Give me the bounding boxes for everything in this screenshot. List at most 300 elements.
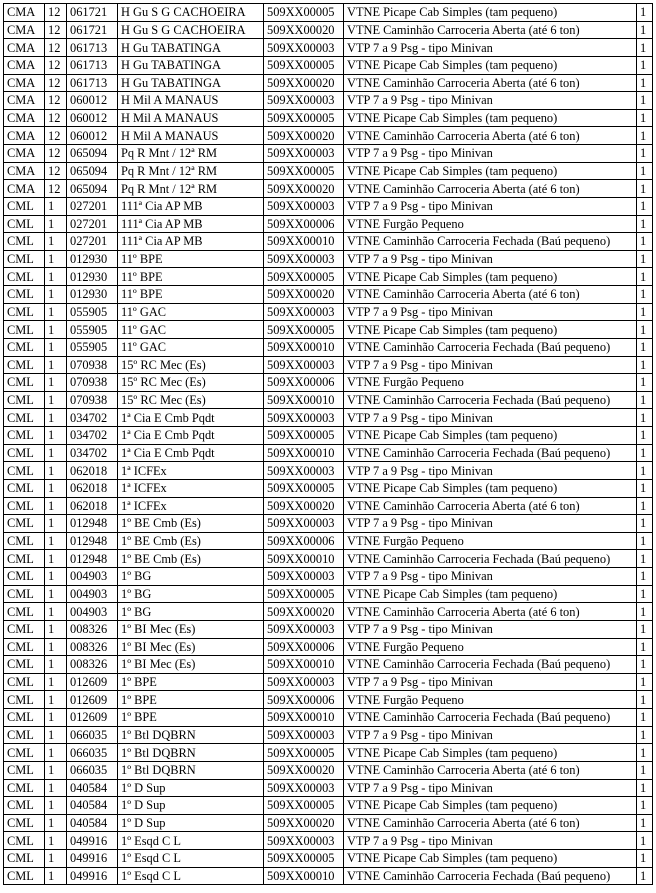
- cell-command: CML: [4, 444, 45, 462]
- cell-unit-code: 012930: [67, 268, 118, 286]
- cell-command: CML: [4, 497, 45, 515]
- cell-command: CML: [4, 620, 45, 638]
- table-row: [4, 497, 653, 515]
- table-row: [4, 568, 653, 586]
- cell-unit-code: 061721: [67, 4, 118, 22]
- table-row: [4, 92, 653, 110]
- cell-item-code: 509XX00010: [264, 656, 344, 674]
- table-row: [4, 4, 653, 22]
- cell-item-code: 509XX00006: [264, 638, 344, 656]
- cell-item-code: 509XX00003: [264, 250, 344, 268]
- table-row: [4, 515, 653, 533]
- cell-vehicle-description: VTNE Caminhão Carroceria Aberta (até 6 ton): [344, 74, 637, 92]
- cell-unit-code: 012609: [67, 691, 118, 709]
- cell-item-code: 509XX00003: [264, 39, 344, 57]
- cell-quantity: 1: [637, 497, 653, 515]
- cell-item-code: 509XX00003: [264, 409, 344, 427]
- cell-region: 12: [45, 127, 67, 145]
- cell-vehicle-description: VTNE Furgão Pequeno: [344, 691, 637, 709]
- cell-item-code: 509XX00005: [264, 162, 344, 180]
- cell-item-code: 509XX00003: [264, 515, 344, 533]
- cell-region: 1: [45, 850, 67, 868]
- cell-unit-name: 1º BPE: [118, 673, 264, 691]
- cell-quantity: 1: [637, 215, 653, 233]
- cell-unit-code: 062018: [67, 479, 118, 497]
- cell-command: CML: [4, 744, 45, 762]
- cell-quantity: 1: [637, 744, 653, 762]
- cell-unit-code: 070938: [67, 356, 118, 374]
- cell-command: CML: [4, 338, 45, 356]
- cell-quantity: 1: [637, 673, 653, 691]
- cell-unit-code: 012609: [67, 673, 118, 691]
- cell-item-code: 509XX00010: [264, 550, 344, 568]
- cell-command: CML: [4, 638, 45, 656]
- cell-command: CMA: [4, 39, 45, 57]
- cell-vehicle-description: VTNE Furgão Pequeno: [344, 374, 637, 392]
- cell-unit-name: 1ª ICFEx: [118, 479, 264, 497]
- cell-command: CML: [4, 850, 45, 868]
- cell-unit-code: 065094: [67, 162, 118, 180]
- cell-unit-code: 034702: [67, 427, 118, 445]
- cell-command: CML: [4, 532, 45, 550]
- cell-quantity: 1: [637, 603, 653, 621]
- cell-region: 1: [45, 761, 67, 779]
- cell-vehicle-description: VTNE Picape Cab Simples (tam pequeno): [344, 585, 637, 603]
- cell-command: CML: [4, 867, 45, 885]
- cell-quantity: 1: [637, 374, 653, 392]
- table-row: [4, 832, 653, 850]
- cell-quantity: 1: [637, 180, 653, 198]
- table-row: [4, 709, 653, 727]
- cell-vehicle-description: VTP 7 a 9 Psg - tipo Minivan: [344, 832, 637, 850]
- cell-unit-code: 012948: [67, 550, 118, 568]
- cell-vehicle-description: VTP 7 a 9 Psg - tipo Minivan: [344, 92, 637, 110]
- cell-quantity: 1: [637, 74, 653, 92]
- cell-command: CML: [4, 462, 45, 480]
- cell-quantity: 1: [637, 515, 653, 533]
- cell-unit-name: 1º BG: [118, 603, 264, 621]
- cell-vehicle-description: VTNE Picape Cab Simples (tam pequeno): [344, 56, 637, 74]
- cell-vehicle-description: VTNE Caminhão Carroceria Fechada (Baú pequeno): [344, 338, 637, 356]
- cell-region: 1: [45, 233, 67, 251]
- cell-vehicle-description: VTNE Caminhão Carroceria Fechada (Baú pequeno): [344, 656, 637, 674]
- cell-vehicle-description: VTNE Caminhão Carroceria Fechada (Baú pequeno): [344, 233, 637, 251]
- cell-unit-name: 1º BI Mec (Es): [118, 656, 264, 674]
- cell-region: 1: [45, 656, 67, 674]
- cell-quantity: 1: [637, 39, 653, 57]
- cell-item-code: 509XX00003: [264, 92, 344, 110]
- cell-vehicle-description: VTP 7 a 9 Psg - tipo Minivan: [344, 779, 637, 797]
- table-row: [4, 444, 653, 462]
- cell-unit-code: 004903: [67, 603, 118, 621]
- cell-unit-code: 040584: [67, 779, 118, 797]
- cell-quantity: 1: [637, 779, 653, 797]
- cell-vehicle-description: VTNE Caminhão Carroceria Fechada (Baú pequeno): [344, 444, 637, 462]
- cell-quantity: 1: [637, 638, 653, 656]
- cell-unit-name: 11º BPE: [118, 250, 264, 268]
- cell-item-code: 509XX00005: [264, 744, 344, 762]
- cell-item-code: 509XX00003: [264, 673, 344, 691]
- cell-unit-name: 1º BPE: [118, 691, 264, 709]
- cell-vehicle-description: VTP 7 a 9 Psg - tipo Minivan: [344, 462, 637, 480]
- cell-vehicle-description: VTP 7 a 9 Psg - tipo Minivan: [344, 568, 637, 586]
- cell-region: 1: [45, 568, 67, 586]
- cell-vehicle-description: VTP 7 a 9 Psg - tipo Minivan: [344, 515, 637, 533]
- cell-unit-name: 1º BG: [118, 585, 264, 603]
- table-row: [4, 109, 653, 127]
- table-row: [4, 127, 653, 145]
- cell-unit-name: 1º BPE: [118, 709, 264, 727]
- cell-quantity: 1: [637, 726, 653, 744]
- table-row: [4, 56, 653, 74]
- cell-unit-name: 1º BI Mec (Es): [118, 620, 264, 638]
- cell-region: 1: [45, 268, 67, 286]
- cell-unit-code: 060012: [67, 92, 118, 110]
- cell-item-code: 509XX00003: [264, 356, 344, 374]
- cell-region: 1: [45, 620, 67, 638]
- cell-unit-code: 012948: [67, 515, 118, 533]
- cell-vehicle-description: VTNE Picape Cab Simples (tam pequeno): [344, 479, 637, 497]
- table-row: [4, 391, 653, 409]
- cell-command: CMA: [4, 92, 45, 110]
- cell-item-code: 509XX00003: [264, 462, 344, 480]
- cell-quantity: 1: [637, 250, 653, 268]
- cell-command: CMA: [4, 127, 45, 145]
- cell-unit-code: 040584: [67, 814, 118, 832]
- cell-unit-name: 1º Esqd C L: [118, 867, 264, 885]
- cell-unit-name: 1ª Cia E Cmb Pqdt: [118, 409, 264, 427]
- cell-unit-code: 012930: [67, 286, 118, 304]
- cell-unit-name: 15º RC Mec (Es): [118, 374, 264, 392]
- cell-region: 1: [45, 532, 67, 550]
- cell-vehicle-description: VTP 7 a 9 Psg - tipo Minivan: [344, 303, 637, 321]
- cell-quantity: 1: [637, 92, 653, 110]
- cell-unit-code: 065094: [67, 145, 118, 163]
- cell-command: CML: [4, 391, 45, 409]
- cell-region: 1: [45, 409, 67, 427]
- cell-vehicle-description: VTNE Caminhão Carroceria Fechada (Baú pequeno): [344, 391, 637, 409]
- cell-unit-code: 034702: [67, 409, 118, 427]
- cell-command: CML: [4, 250, 45, 268]
- cell-item-code: 509XX00003: [264, 832, 344, 850]
- table-row: [4, 356, 653, 374]
- cell-unit-name: 1ª ICFEx: [118, 497, 264, 515]
- cell-item-code: 509XX00003: [264, 303, 344, 321]
- cell-quantity: 1: [637, 797, 653, 815]
- cell-unit-code: 008326: [67, 638, 118, 656]
- cell-item-code: 509XX00003: [264, 779, 344, 797]
- cell-unit-name: 1º Btl DQBRN: [118, 761, 264, 779]
- cell-quantity: 1: [637, 338, 653, 356]
- cell-quantity: 1: [637, 409, 653, 427]
- cell-vehicle-description: VTP 7 a 9 Psg - tipo Minivan: [344, 197, 637, 215]
- table-row: [4, 638, 653, 656]
- table-row: [4, 197, 653, 215]
- table-body: [4, 4, 653, 885]
- cell-command: CML: [4, 356, 45, 374]
- cell-unit-name: 1º D Sup: [118, 797, 264, 815]
- cell-region: 1: [45, 691, 67, 709]
- cell-unit-code: 012948: [67, 532, 118, 550]
- cell-vehicle-description: VTNE Picape Cab Simples (tam pequeno): [344, 321, 637, 339]
- cell-region: 1: [45, 550, 67, 568]
- cell-command: CML: [4, 197, 45, 215]
- cell-command: CMA: [4, 21, 45, 39]
- cell-quantity: 1: [637, 832, 653, 850]
- cell-quantity: 1: [637, 550, 653, 568]
- cell-item-code: 509XX00020: [264, 761, 344, 779]
- table-row: [4, 162, 653, 180]
- cell-unit-name: 111ª Cia AP MB: [118, 215, 264, 233]
- cell-item-code: 509XX00006: [264, 374, 344, 392]
- cell-vehicle-description: VTNE Caminhão Carroceria Aberta (até 6 ton): [344, 814, 637, 832]
- cell-vehicle-description: VTNE Picape Cab Simples (tam pequeno): [344, 162, 637, 180]
- table-row: [4, 21, 653, 39]
- cell-command: CML: [4, 215, 45, 233]
- cell-item-code: 509XX00020: [264, 286, 344, 304]
- cell-quantity: 1: [637, 761, 653, 779]
- cell-unit-name: H Mil A MANAUS: [118, 92, 264, 110]
- cell-quantity: 1: [637, 656, 653, 674]
- cell-unit-code: 070938: [67, 391, 118, 409]
- cell-region: 1: [45, 286, 67, 304]
- cell-vehicle-description: VTP 7 a 9 Psg - tipo Minivan: [344, 673, 637, 691]
- cell-command: CML: [4, 709, 45, 727]
- cell-vehicle-description: VTNE Caminhão Carroceria Fechada (Baú pequeno): [344, 550, 637, 568]
- table-row: [4, 321, 653, 339]
- cell-vehicle-description: VTP 7 a 9 Psg - tipo Minivan: [344, 145, 637, 163]
- cell-command: CMA: [4, 74, 45, 92]
- cell-unit-name: H Gu S G CACHOEIRA: [118, 21, 264, 39]
- cell-unit-code: 004903: [67, 568, 118, 586]
- cell-unit-code: 027201: [67, 215, 118, 233]
- cell-unit-name: 1º D Sup: [118, 814, 264, 832]
- cell-quantity: 1: [637, 127, 653, 145]
- table-row: [4, 462, 653, 480]
- table-row: [4, 779, 653, 797]
- table-row: [4, 338, 653, 356]
- table-row: [4, 532, 653, 550]
- cell-quantity: 1: [637, 303, 653, 321]
- cell-item-code: 509XX00005: [264, 56, 344, 74]
- cell-command: CML: [4, 374, 45, 392]
- cell-unit-name: H Gu TABATINGA: [118, 39, 264, 57]
- cell-unit-code: 061721: [67, 21, 118, 39]
- cell-item-code: 509XX00020: [264, 21, 344, 39]
- vehicle-allocation-table: [3, 3, 653, 885]
- cell-item-code: 509XX00005: [264, 479, 344, 497]
- table-row: [4, 303, 653, 321]
- cell-unit-name: 1ª Cia E Cmb Pqdt: [118, 444, 264, 462]
- cell-item-code: 509XX00005: [264, 4, 344, 22]
- cell-vehicle-description: VTNE Furgão Pequeno: [344, 532, 637, 550]
- cell-quantity: 1: [637, 356, 653, 374]
- table-row: [4, 620, 653, 638]
- cell-region: 1: [45, 673, 67, 691]
- table-row: [4, 673, 653, 691]
- cell-vehicle-description: VTNE Picape Cab Simples (tam pequeno): [344, 109, 637, 127]
- cell-vehicle-description: VTNE Furgão Pequeno: [344, 215, 637, 233]
- cell-item-code: 509XX00005: [264, 321, 344, 339]
- cell-command: CML: [4, 673, 45, 691]
- cell-command: CML: [4, 761, 45, 779]
- cell-quantity: 1: [637, 391, 653, 409]
- cell-vehicle-description: VTNE Caminhão Carroceria Aberta (até 6 ton): [344, 286, 637, 304]
- cell-unit-name: 1º BE Cmb (Es): [118, 532, 264, 550]
- cell-region: 1: [45, 321, 67, 339]
- cell-region: 1: [45, 338, 67, 356]
- cell-region: 1: [45, 462, 67, 480]
- cell-unit-name: 11º BPE: [118, 268, 264, 286]
- cell-command: CML: [4, 268, 45, 286]
- cell-quantity: 1: [637, 109, 653, 127]
- cell-unit-name: Pq R Mnt / 12ª RM: [118, 145, 264, 163]
- cell-vehicle-description: VTNE Caminhão Carroceria Aberta (até 6 ton): [344, 603, 637, 621]
- cell-unit-name: Pq R Mnt / 12ª RM: [118, 162, 264, 180]
- cell-unit-name: 1º Btl DQBRN: [118, 726, 264, 744]
- cell-region: 1: [45, 303, 67, 321]
- cell-unit-name: 111ª Cia AP MB: [118, 197, 264, 215]
- cell-item-code: 509XX00020: [264, 74, 344, 92]
- cell-vehicle-description: VTNE Furgão Pequeno: [344, 638, 637, 656]
- cell-quantity: 1: [637, 585, 653, 603]
- cell-unit-code: 062018: [67, 497, 118, 515]
- cell-region: 1: [45, 638, 67, 656]
- cell-region: 1: [45, 603, 67, 621]
- cell-region: 12: [45, 162, 67, 180]
- cell-unit-name: 1º Esqd C L: [118, 832, 264, 850]
- cell-unit-code: 004903: [67, 585, 118, 603]
- cell-quantity: 1: [637, 427, 653, 445]
- cell-command: CML: [4, 233, 45, 251]
- cell-command: CML: [4, 691, 45, 709]
- table-row: [4, 427, 653, 445]
- cell-vehicle-description: VTNE Caminhão Carroceria Aberta (até 6 ton): [344, 21, 637, 39]
- cell-command: CMA: [4, 4, 45, 22]
- cell-region: 1: [45, 585, 67, 603]
- table-row: [4, 867, 653, 885]
- cell-quantity: 1: [637, 197, 653, 215]
- table-row: [4, 479, 653, 497]
- cell-quantity: 1: [637, 867, 653, 885]
- table-row: [4, 39, 653, 57]
- table-row: [4, 603, 653, 621]
- table-row: [4, 744, 653, 762]
- table-row: [4, 145, 653, 163]
- cell-unit-code: 066035: [67, 726, 118, 744]
- cell-unit-name: 11º GAC: [118, 338, 264, 356]
- cell-unit-name: 15º RC Mec (Es): [118, 391, 264, 409]
- table-row: [4, 74, 653, 92]
- cell-region: 1: [45, 427, 67, 445]
- cell-region: 12: [45, 74, 67, 92]
- table-row: [4, 268, 653, 286]
- cell-item-code: 509XX00020: [264, 814, 344, 832]
- cell-command: CML: [4, 779, 45, 797]
- cell-command: CML: [4, 479, 45, 497]
- cell-vehicle-description: VTP 7 a 9 Psg - tipo Minivan: [344, 250, 637, 268]
- cell-item-code: 509XX00010: [264, 391, 344, 409]
- table-row: [4, 250, 653, 268]
- cell-unit-code: 012930: [67, 250, 118, 268]
- cell-unit-code: 066035: [67, 744, 118, 762]
- cell-quantity: 1: [637, 321, 653, 339]
- cell-quantity: 1: [637, 479, 653, 497]
- table-row: [4, 656, 653, 674]
- cell-vehicle-description: VTP 7 a 9 Psg - tipo Minivan: [344, 356, 637, 374]
- cell-region: 1: [45, 832, 67, 850]
- table-row: [4, 233, 653, 251]
- cell-unit-name: 11º BPE: [118, 286, 264, 304]
- table-row: [4, 814, 653, 832]
- cell-unit-name: H Gu S G CACHOEIRA: [118, 4, 264, 22]
- cell-region: 1: [45, 479, 67, 497]
- table-row: [4, 180, 653, 198]
- cell-region: 1: [45, 726, 67, 744]
- cell-unit-code: 061713: [67, 74, 118, 92]
- cell-command: CMA: [4, 56, 45, 74]
- cell-item-code: 509XX00003: [264, 145, 344, 163]
- cell-unit-code: 070938: [67, 374, 118, 392]
- cell-item-code: 509XX00020: [264, 180, 344, 198]
- cell-vehicle-description: VTP 7 a 9 Psg - tipo Minivan: [344, 620, 637, 638]
- cell-quantity: 1: [637, 532, 653, 550]
- cell-item-code: 509XX00005: [264, 585, 344, 603]
- cell-region: 1: [45, 356, 67, 374]
- table-row: [4, 585, 653, 603]
- cell-unit-name: 1ª Cia E Cmb Pqdt: [118, 427, 264, 445]
- table-row: [4, 550, 653, 568]
- cell-item-code: 509XX00010: [264, 233, 344, 251]
- cell-unit-code: 049916: [67, 867, 118, 885]
- cell-item-code: 509XX00010: [264, 444, 344, 462]
- cell-region: 1: [45, 797, 67, 815]
- cell-command: CML: [4, 409, 45, 427]
- cell-item-code: 509XX00003: [264, 568, 344, 586]
- cell-unit-code: 040584: [67, 797, 118, 815]
- cell-item-code: 509XX00006: [264, 691, 344, 709]
- cell-unit-name: H Gu TABATINGA: [118, 74, 264, 92]
- cell-command: CMA: [4, 109, 45, 127]
- cell-command: CML: [4, 427, 45, 445]
- cell-region: 1: [45, 444, 67, 462]
- cell-region: 1: [45, 867, 67, 885]
- cell-unit-code: 062018: [67, 462, 118, 480]
- cell-region: 12: [45, 56, 67, 74]
- cell-item-code: 509XX00003: [264, 726, 344, 744]
- cell-unit-name: 1º Esqd C L: [118, 850, 264, 868]
- cell-unit-name: 111ª Cia AP MB: [118, 233, 264, 251]
- cell-vehicle-description: VTP 7 a 9 Psg - tipo Minivan: [344, 39, 637, 57]
- cell-quantity: 1: [637, 4, 653, 22]
- cell-region: 12: [45, 21, 67, 39]
- cell-quantity: 1: [637, 620, 653, 638]
- cell-quantity: 1: [637, 709, 653, 727]
- cell-unit-code: 049916: [67, 850, 118, 868]
- cell-command: CML: [4, 585, 45, 603]
- cell-unit-name: H Mil A MANAUS: [118, 127, 264, 145]
- cell-vehicle-description: VTNE Picape Cab Simples (tam pequeno): [344, 268, 637, 286]
- cell-command: CML: [4, 286, 45, 304]
- cell-unit-code: 055905: [67, 338, 118, 356]
- table-row: [4, 761, 653, 779]
- cell-region: 1: [45, 391, 67, 409]
- cell-vehicle-description: VTNE Caminhão Carroceria Aberta (até 6 ton): [344, 180, 637, 198]
- cell-region: 1: [45, 374, 67, 392]
- cell-unit-name: 1º BI Mec (Es): [118, 638, 264, 656]
- cell-command: CML: [4, 321, 45, 339]
- cell-quantity: 1: [637, 233, 653, 251]
